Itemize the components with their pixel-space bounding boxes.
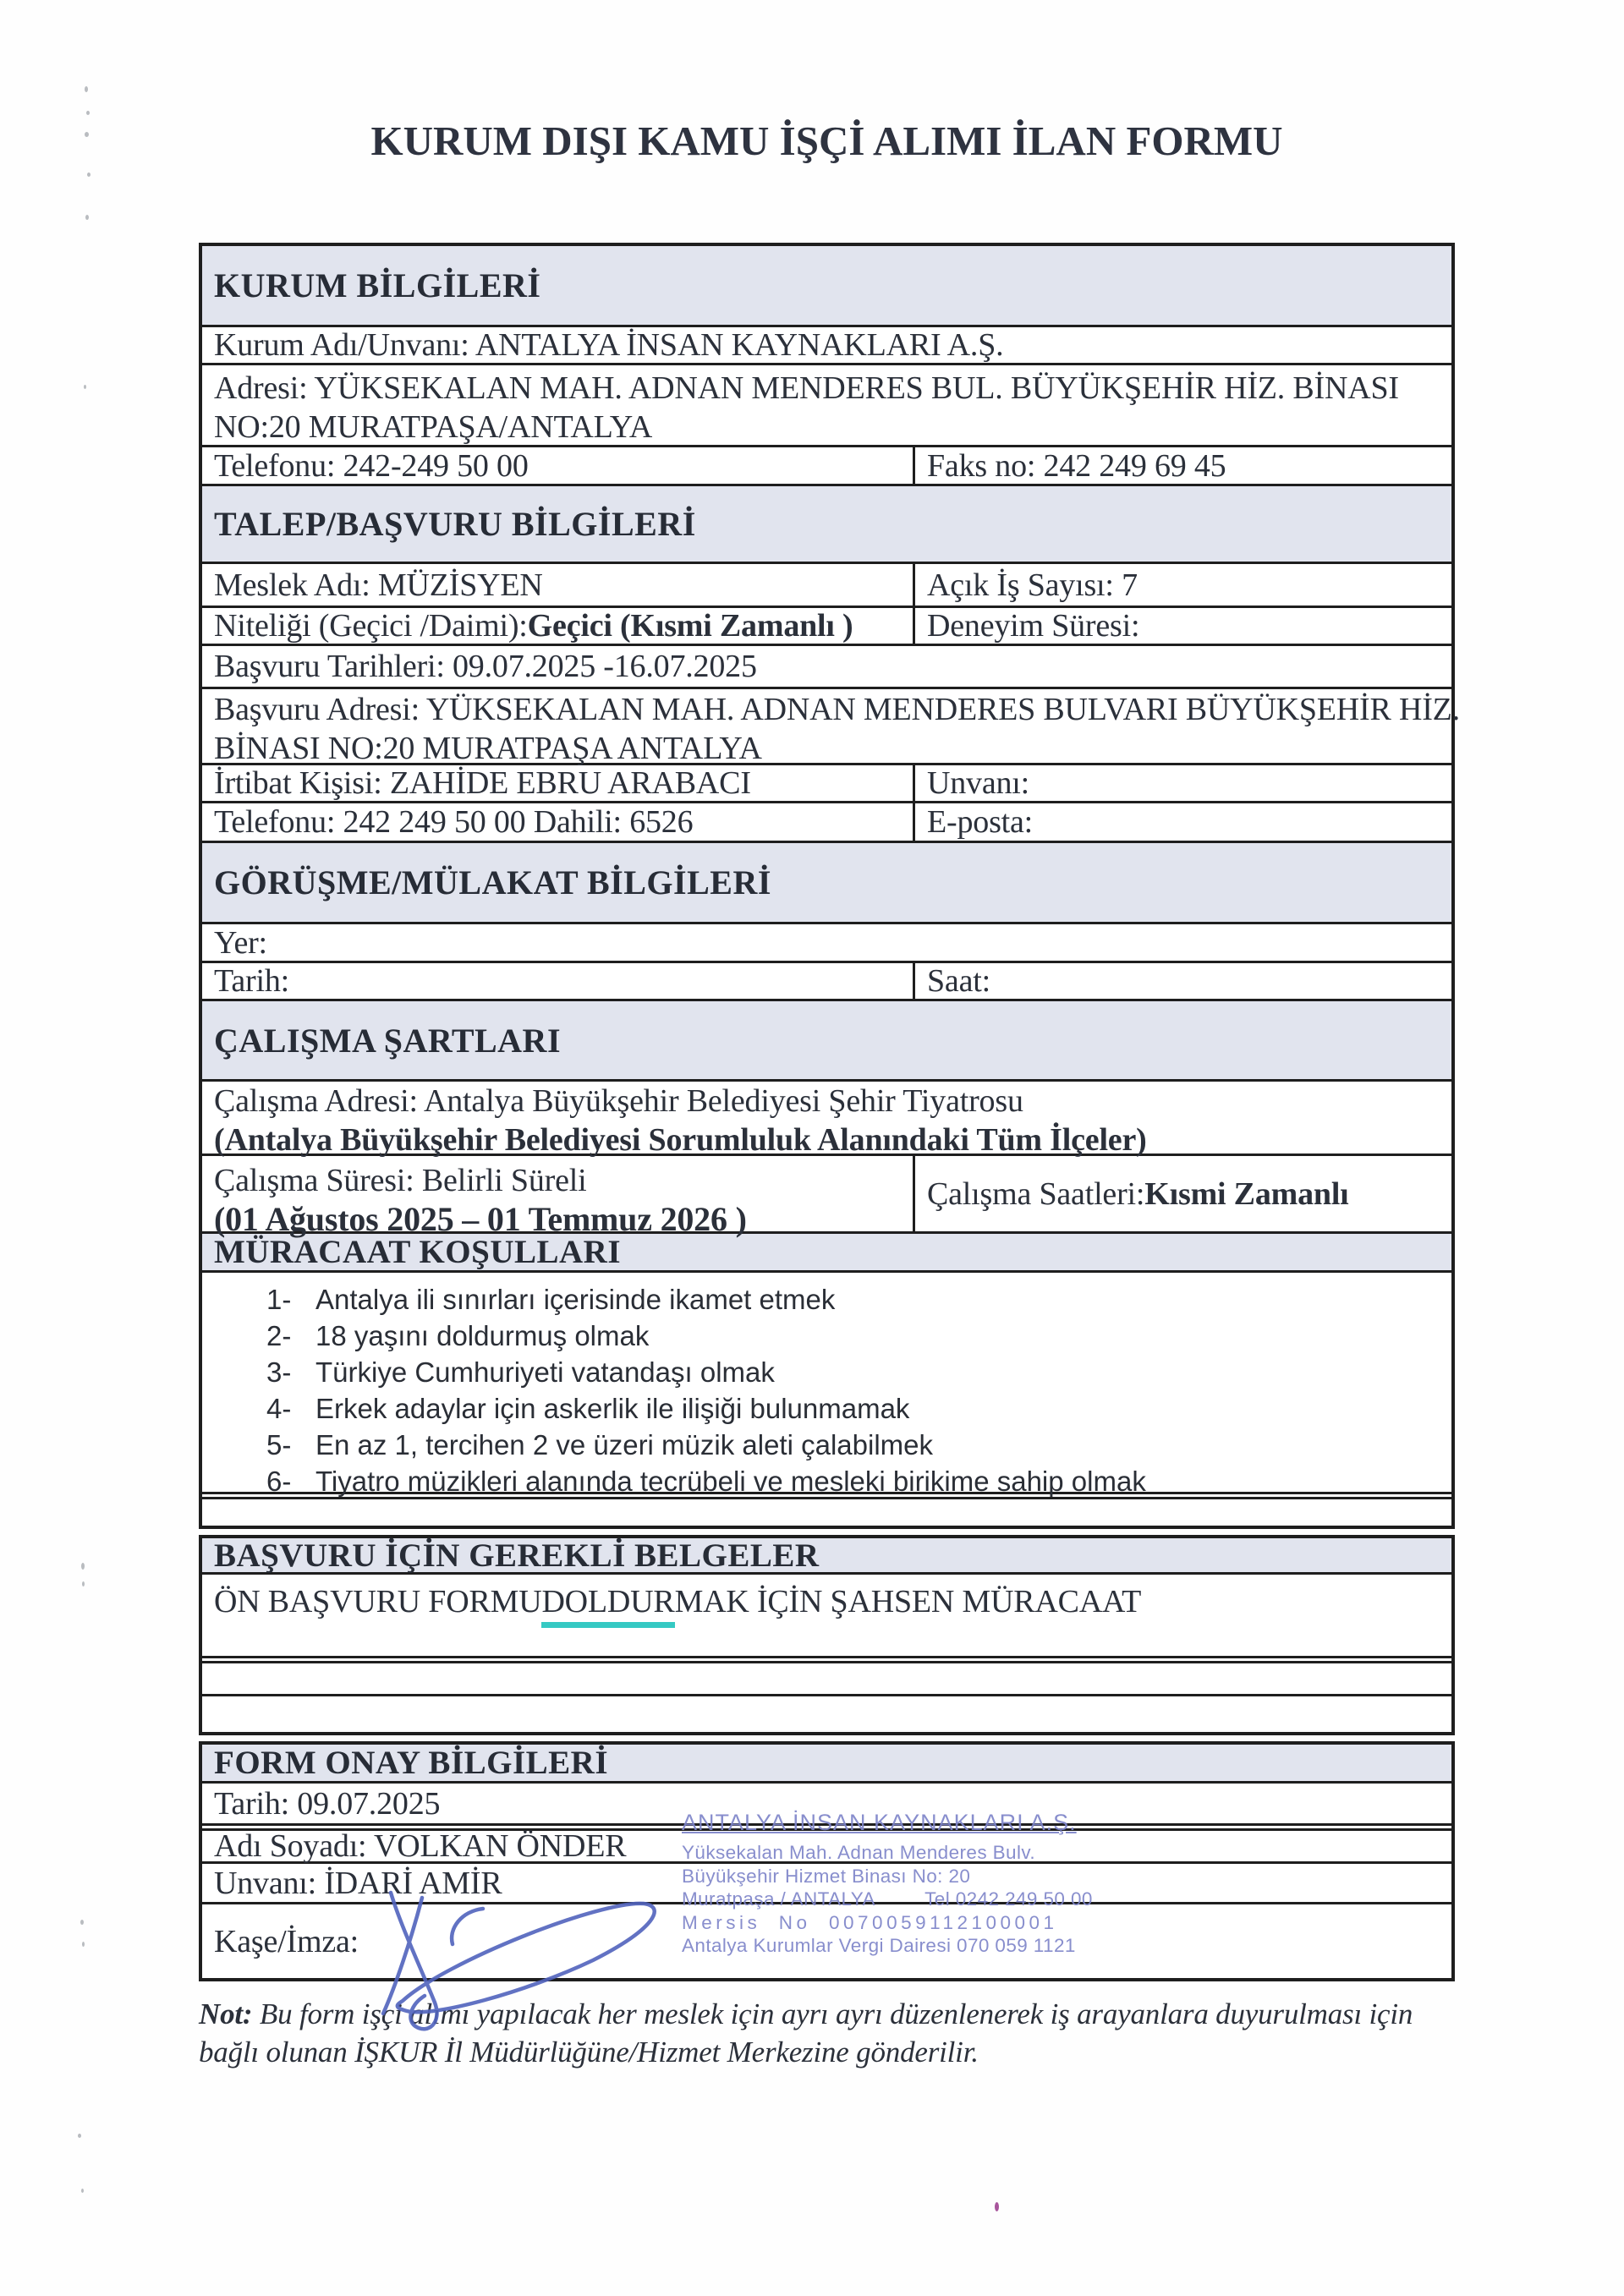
scan-speck	[85, 86, 88, 92]
cell-unvani: Unvanı:	[927, 765, 1030, 801]
cell-irtibat-kisisi: İrtibat Kişisi: ZAHİDE EBRU ARABACI	[202, 765, 915, 801]
section-header-muracaat-kosullari: MÜRACAAT KOŞULLARI	[202, 1231, 1451, 1270]
cell-tarih: Tarih:	[202, 963, 915, 999]
scan-speck	[78, 2134, 81, 2138]
muracaat-list	[202, 1273, 1146, 1499]
item-text: Tiyatro müzikleri alanında tecrübeli ve mesleki birikime sahip olmak	[315, 1466, 1146, 1497]
cell-calisma-adresi	[202, 1077, 1159, 1159]
row-basvuru-adresi	[202, 687, 1460, 766]
cell-acik-is-sayisi: Açık İş Sayısı: 7	[927, 567, 1138, 603]
row-irtibat-unvani	[202, 763, 1451, 801]
cell-deneyim-suresi: Deneyim Süresi:	[927, 608, 1140, 644]
empty-row	[202, 1694, 1451, 1732]
section-header-gerekli-belgeler: BAŞVURU İÇİN GEREKLİ BELGELER	[202, 1538, 1451, 1572]
stamp-phone-line: Muratpaşa / ANTALYA Tel 0242 249 50 00	[682, 1888, 1093, 1910]
scan-speck	[84, 385, 86, 389]
scan-speck	[85, 132, 89, 137]
signature-stroke	[452, 1909, 483, 1944]
stamp-company-name: ANTALYA İNSAN KAYNAKLARI A.Ş.	[682, 1810, 1077, 1835]
calisma-adresi-line1: Çalışma Adresi: Antalya Büyükşehir Belediyesi Şehir Tiyatrosu	[214, 1082, 1023, 1119]
muracaat-item	[266, 1390, 1146, 1427]
item-number: 1-	[266, 1284, 292, 1315]
scan-speck	[80, 1920, 84, 1925]
item-number: 3-	[266, 1356, 292, 1388]
signature-ink	[364, 1877, 702, 2055]
item-number: 4-	[266, 1393, 292, 1424]
cell-onay-unvani: Unvanı: İDARİ AMİR	[214, 1865, 502, 1901]
cell-telefonu: Telefonu: 242-249 50 00	[202, 447, 915, 484]
calisma-adresi-line2: (Antalya Büyükşehir Belediyesi Sorumluluk Alanındaki Tüm İlçeler)	[214, 1121, 1147, 1158]
on-basvuru-pre: ÖN BAŞVURU FORMU	[214, 1584, 542, 1619]
scan-speck	[85, 215, 89, 220]
scan-speck	[87, 173, 91, 177]
row-kurum-adi	[202, 325, 1451, 363]
cell-meslek-adi: Meslek Adı: MÜZİSYEN	[202, 564, 915, 606]
cell-onay-tarih: Tarih: 09.07.2025	[214, 1785, 441, 1822]
section-header-talep-basvuru: TALEP/BAŞVURU BİLGİLERİ	[202, 484, 1451, 562]
empty-row	[202, 1656, 1451, 1694]
niteligi-label: Niteliği (Geçici /Daimi):	[214, 608, 528, 644]
cell-telefonu-dahili: Telefonu: 242 249 50 00 Dahili: 6526	[202, 803, 915, 841]
scan-speck	[81, 2189, 84, 2193]
cell-kurum-adi: Kurum Adı/Unvanı: ANTALYA İNSAN KAYNAKLARI A.Ş.	[214, 327, 1004, 363]
niteligi-value: Geçici (Kısmi Zamanlı )	[527, 608, 853, 644]
calisma-saatleri-label: Çalışma Saatleri:	[927, 1175, 1145, 1212]
scan-speck	[82, 1581, 85, 1586]
on-basvuru-highlight: DOLDUR	[541, 1583, 674, 1628]
item-text: Erkek adaylar için askerlik ile ilişiği bulunmamak	[315, 1393, 910, 1424]
row-basvuru-tarihleri	[202, 644, 1451, 687]
muracaat-item	[266, 1427, 1146, 1463]
cell-adi-soyadi: Adı Soyadı: VOLKAN ÖNDER	[214, 1828, 627, 1864]
row-meslek-acikis	[202, 562, 1451, 606]
stamp-tax-line: Antalya Kurumlar Vergi Dairesi 070 059 1121	[682, 1935, 1076, 1956]
adresi-line2: NO:20 MURATPAŞA/ANTALYA	[214, 409, 653, 445]
cell-saat: Saat:	[927, 963, 990, 999]
note-body: Bu form işçi alımı yapılacak her meslek için ayrı ayrı düzenlenerek iş arayanlara duyurulması için bağlı olunan İŞKUR İl Müdürlüğüne/Hizmet Merkezine gönderilir.	[199, 1997, 1413, 2069]
row-muracaat-list	[202, 1270, 1451, 1497]
adresi-line1: Adresi: YÜKSEKALAN MAH. ADNAN MENDERES BUL. BÜYÜKŞEHİR HİZ. BİNASI	[214, 370, 1399, 406]
scan-speck	[995, 2202, 999, 2211]
table-belgeler	[199, 1535, 1455, 1735]
row-adresi	[202, 363, 1451, 445]
stamp-address-line: Büyükşehir Hizmet Binası No: 20	[682, 1865, 971, 1887]
section-header-gorusme-mulakat: GÖRÜŞME/MÜLAKAT BİLGİLERİ	[202, 841, 1451, 922]
muracaat-item	[266, 1281, 1146, 1318]
row-calisma-suresi-saatleri	[202, 1153, 1451, 1238]
on-basvuru-post: MAK İÇİN ŞAHSEN MÜRACAAT	[674, 1584, 1142, 1619]
scan-speck	[86, 111, 90, 115]
page-title: KURUM DIŞI KAMU İŞÇİ ALIMI İLAN FORMU	[370, 118, 1283, 164]
cell-yer: Yer:	[214, 924, 267, 961]
row-yer	[202, 922, 1451, 961]
muracaat-item	[266, 1463, 1146, 1499]
section-header-form-onay: FORM ONAY BİLGİLERİ	[202, 1745, 1451, 1781]
row-telefon-eposta	[202, 801, 1451, 841]
cell-faks: Faks no: 242 249 69 45	[927, 447, 1226, 484]
scan-speck	[81, 1563, 85, 1570]
calisma-saatleri-value: Kısmi Zamanlı	[1144, 1175, 1349, 1212]
calisma-suresi-line2: (01 Ağustos 2025 – 01 Temmuz 2026 )	[214, 1200, 747, 1238]
cell-adresi	[202, 364, 1411, 447]
cell-on-basvuru	[202, 1583, 1153, 1628]
section-header-kurum-bilgileri: KURUM BİLGİLERİ	[202, 246, 1451, 325]
cell-kase-imza: Kaşe/İmza:	[214, 1923, 359, 1959]
table-kurum-talep	[199, 243, 1460, 1529]
row-niteligi-deneyim	[202, 606, 1451, 644]
calisma-suresi-line1: Çalışma Süresi: Belirli Süreli	[214, 1163, 587, 1198]
note-label: Not:	[199, 1997, 253, 2030]
item-number: 6-	[266, 1466, 292, 1497]
scan-speck	[82, 1942, 85, 1947]
item-text: 18 yaşını doldurmuş olmak	[315, 1320, 650, 1351]
row-tarih-saat	[202, 961, 1451, 999]
cell-basvuru-adresi	[202, 685, 1472, 768]
cell-eposta: E-posta:	[927, 804, 1034, 840]
muracaat-item	[266, 1318, 1146, 1354]
cell-basvuru-tarihleri: Başvuru Tarihleri: 09.07.2025 -16.07.2025	[214, 649, 757, 684]
item-text: Türkiye Cumhuriyeti vatandaşı olmak	[315, 1356, 775, 1388]
signature-loop	[398, 1904, 655, 2012]
row-on-basvuru	[202, 1572, 1451, 1656]
stamp-mersis-line: Mersis No 0070059112100001	[682, 1911, 1058, 1933]
company-stamp	[682, 1810, 1122, 1958]
cell-calisma-suresi	[202, 1156, 915, 1238]
muracaat-item	[266, 1354, 1146, 1390]
item-text: Antalya ili sınırları içerisinde ikamet etmek	[315, 1284, 836, 1315]
basvuru-adresi-line2: BİNASI NO:20 MURATPAŞA ANTALYA	[214, 730, 762, 766]
basvuru-adresi-line1: Başvuru Adresi: YÜKSEKALAN MAH. ADNAN MENDERES BULVARI BÜYÜKŞEHİR HİZ.	[214, 691, 1460, 727]
row-calisma-adresi	[202, 1079, 1451, 1158]
item-text: En az 1, tercihen 2 ve üzeri müzik aleti çalabilmek	[315, 1429, 933, 1460]
row-telefon-faks	[202, 445, 1451, 484]
cell-calisma-saatleri	[915, 1175, 1451, 1213]
cell-niteligi	[202, 608, 915, 644]
item-number: 2-	[266, 1320, 292, 1351]
item-number: 5-	[266, 1429, 292, 1460]
section-header-calisma-sartlari: ÇALIŞMA ŞARTLARI	[202, 999, 1451, 1079]
stamp-address-line: Yüksekalan Mah. Adnan Menderes Bulv.	[682, 1842, 1035, 1863]
form-body	[199, 243, 1460, 2071]
